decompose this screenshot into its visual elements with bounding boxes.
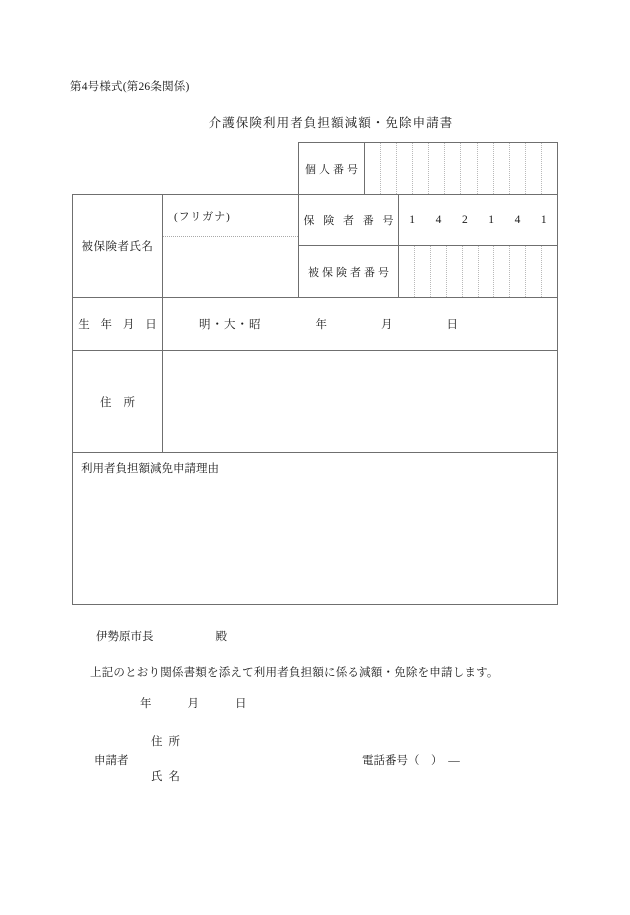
birth-date-row: [72, 298, 558, 351]
applicant-label: 申請者: [94, 755, 129, 767]
birth-day-unit: 日: [446, 319, 458, 331]
addressee: 伊勢原市長: [96, 631, 154, 643]
addressee-honorific: 殿: [215, 631, 227, 643]
insured-number-digit-cell[interactable]: [431, 246, 447, 297]
insured-number-digit-cell[interactable]: [399, 246, 415, 297]
number-fields: [298, 194, 558, 298]
applicant-name-label: 氏名: [151, 771, 186, 783]
insurer-number-digit: 4: [514, 214, 521, 226]
birth-date-input[interactable]: [162, 298, 558, 351]
applicant-info-table: [72, 142, 558, 605]
insurer-number-digit: 2: [461, 214, 468, 226]
insurer-number-value: [398, 194, 558, 246]
form-number: 第4号様式(第26条関係): [70, 81, 190, 93]
address-label: 住所: [72, 351, 162, 453]
insured-number-digit-cell[interactable]: [494, 246, 510, 297]
submission-day-unit: 日: [235, 698, 247, 710]
addressee-line: [96, 628, 227, 644]
my-number-digit-cell[interactable]: [381, 143, 397, 194]
insured-number-digit-cell[interactable]: [463, 246, 479, 297]
my-number-row: [298, 142, 558, 194]
insured-number-digit-cell[interactable]: [479, 246, 495, 297]
insured-number-label: 被保険者番号: [298, 246, 398, 298]
birth-month-unit: 月: [381, 319, 393, 331]
submission-date-line[interactable]: [140, 695, 247, 711]
name-and-numbers-row: [72, 194, 558, 298]
my-number-digit-cell[interactable]: [461, 143, 477, 194]
insurer-number-digit: 1: [488, 214, 495, 226]
declaration-text: 上記のとおり関係書類を添えて利用者負担額に係る減額・免除を申請します。: [90, 667, 499, 679]
my-number-digit-cell[interactable]: [510, 143, 526, 194]
my-number-digit-cell[interactable]: [478, 143, 494, 194]
applicant-block: [94, 733, 534, 789]
insurer-number-digit: 1: [540, 214, 547, 226]
insurer-number-digit: 4: [435, 214, 442, 226]
insured-number-digit-cell[interactable]: [415, 246, 431, 297]
insured-name-fields: [162, 194, 298, 298]
my-number-digit-cell[interactable]: [397, 143, 413, 194]
insured-name-input[interactable]: [163, 237, 298, 297]
birth-year-unit: 年: [315, 319, 327, 331]
page-title: 介護保険利用者負担額減額・免除申請書: [208, 116, 454, 130]
my-number-input[interactable]: [365, 142, 558, 194]
era-options[interactable]: 明・大・昭: [199, 319, 262, 331]
insured-number-input[interactable]: [398, 246, 558, 298]
my-number-digit-cell[interactable]: [494, 143, 510, 194]
insurer-number-row: [298, 194, 558, 246]
birth-date-label: 生 年 月 日: [72, 298, 162, 351]
my-number-digit-cell[interactable]: [445, 143, 461, 194]
applicant-tel-label[interactable]: 電話番号（ ） —: [362, 755, 460, 767]
my-number-digit-cell[interactable]: [429, 143, 445, 194]
submission-month-unit: 月: [187, 698, 199, 710]
insured-number-row: [298, 246, 558, 298]
my-number-digit-cell[interactable]: [365, 143, 381, 194]
insured-number-digit-cell[interactable]: [510, 246, 526, 297]
insured-number-digit-cell[interactable]: [526, 246, 542, 297]
submission-year-unit: 年: [140, 698, 152, 710]
my-number-label: 個人番号: [298, 142, 365, 194]
address-input[interactable]: [162, 351, 558, 453]
my-number-digit-cell[interactable]: [413, 143, 429, 194]
my-number-digit-cell[interactable]: [526, 143, 542, 194]
insured-number-digit-cell[interactable]: [542, 246, 557, 297]
address-row: [72, 351, 558, 453]
applicant-fields: [150, 733, 186, 784]
insurer-number-digit: 1: [409, 214, 416, 226]
insured-name-label: 被保険者氏名: [72, 194, 162, 298]
furigana-label[interactable]: (フリガナ): [163, 195, 298, 237]
reason-input[interactable]: 利用者負担額減免申請理由: [72, 453, 558, 605]
applicant-address-label: 住所: [151, 736, 186, 748]
my-number-digit-cell[interactable]: [542, 143, 557, 194]
insurer-number-label: 保 険 者 番 号: [298, 194, 398, 246]
insured-number-digit-cell[interactable]: [447, 246, 463, 297]
